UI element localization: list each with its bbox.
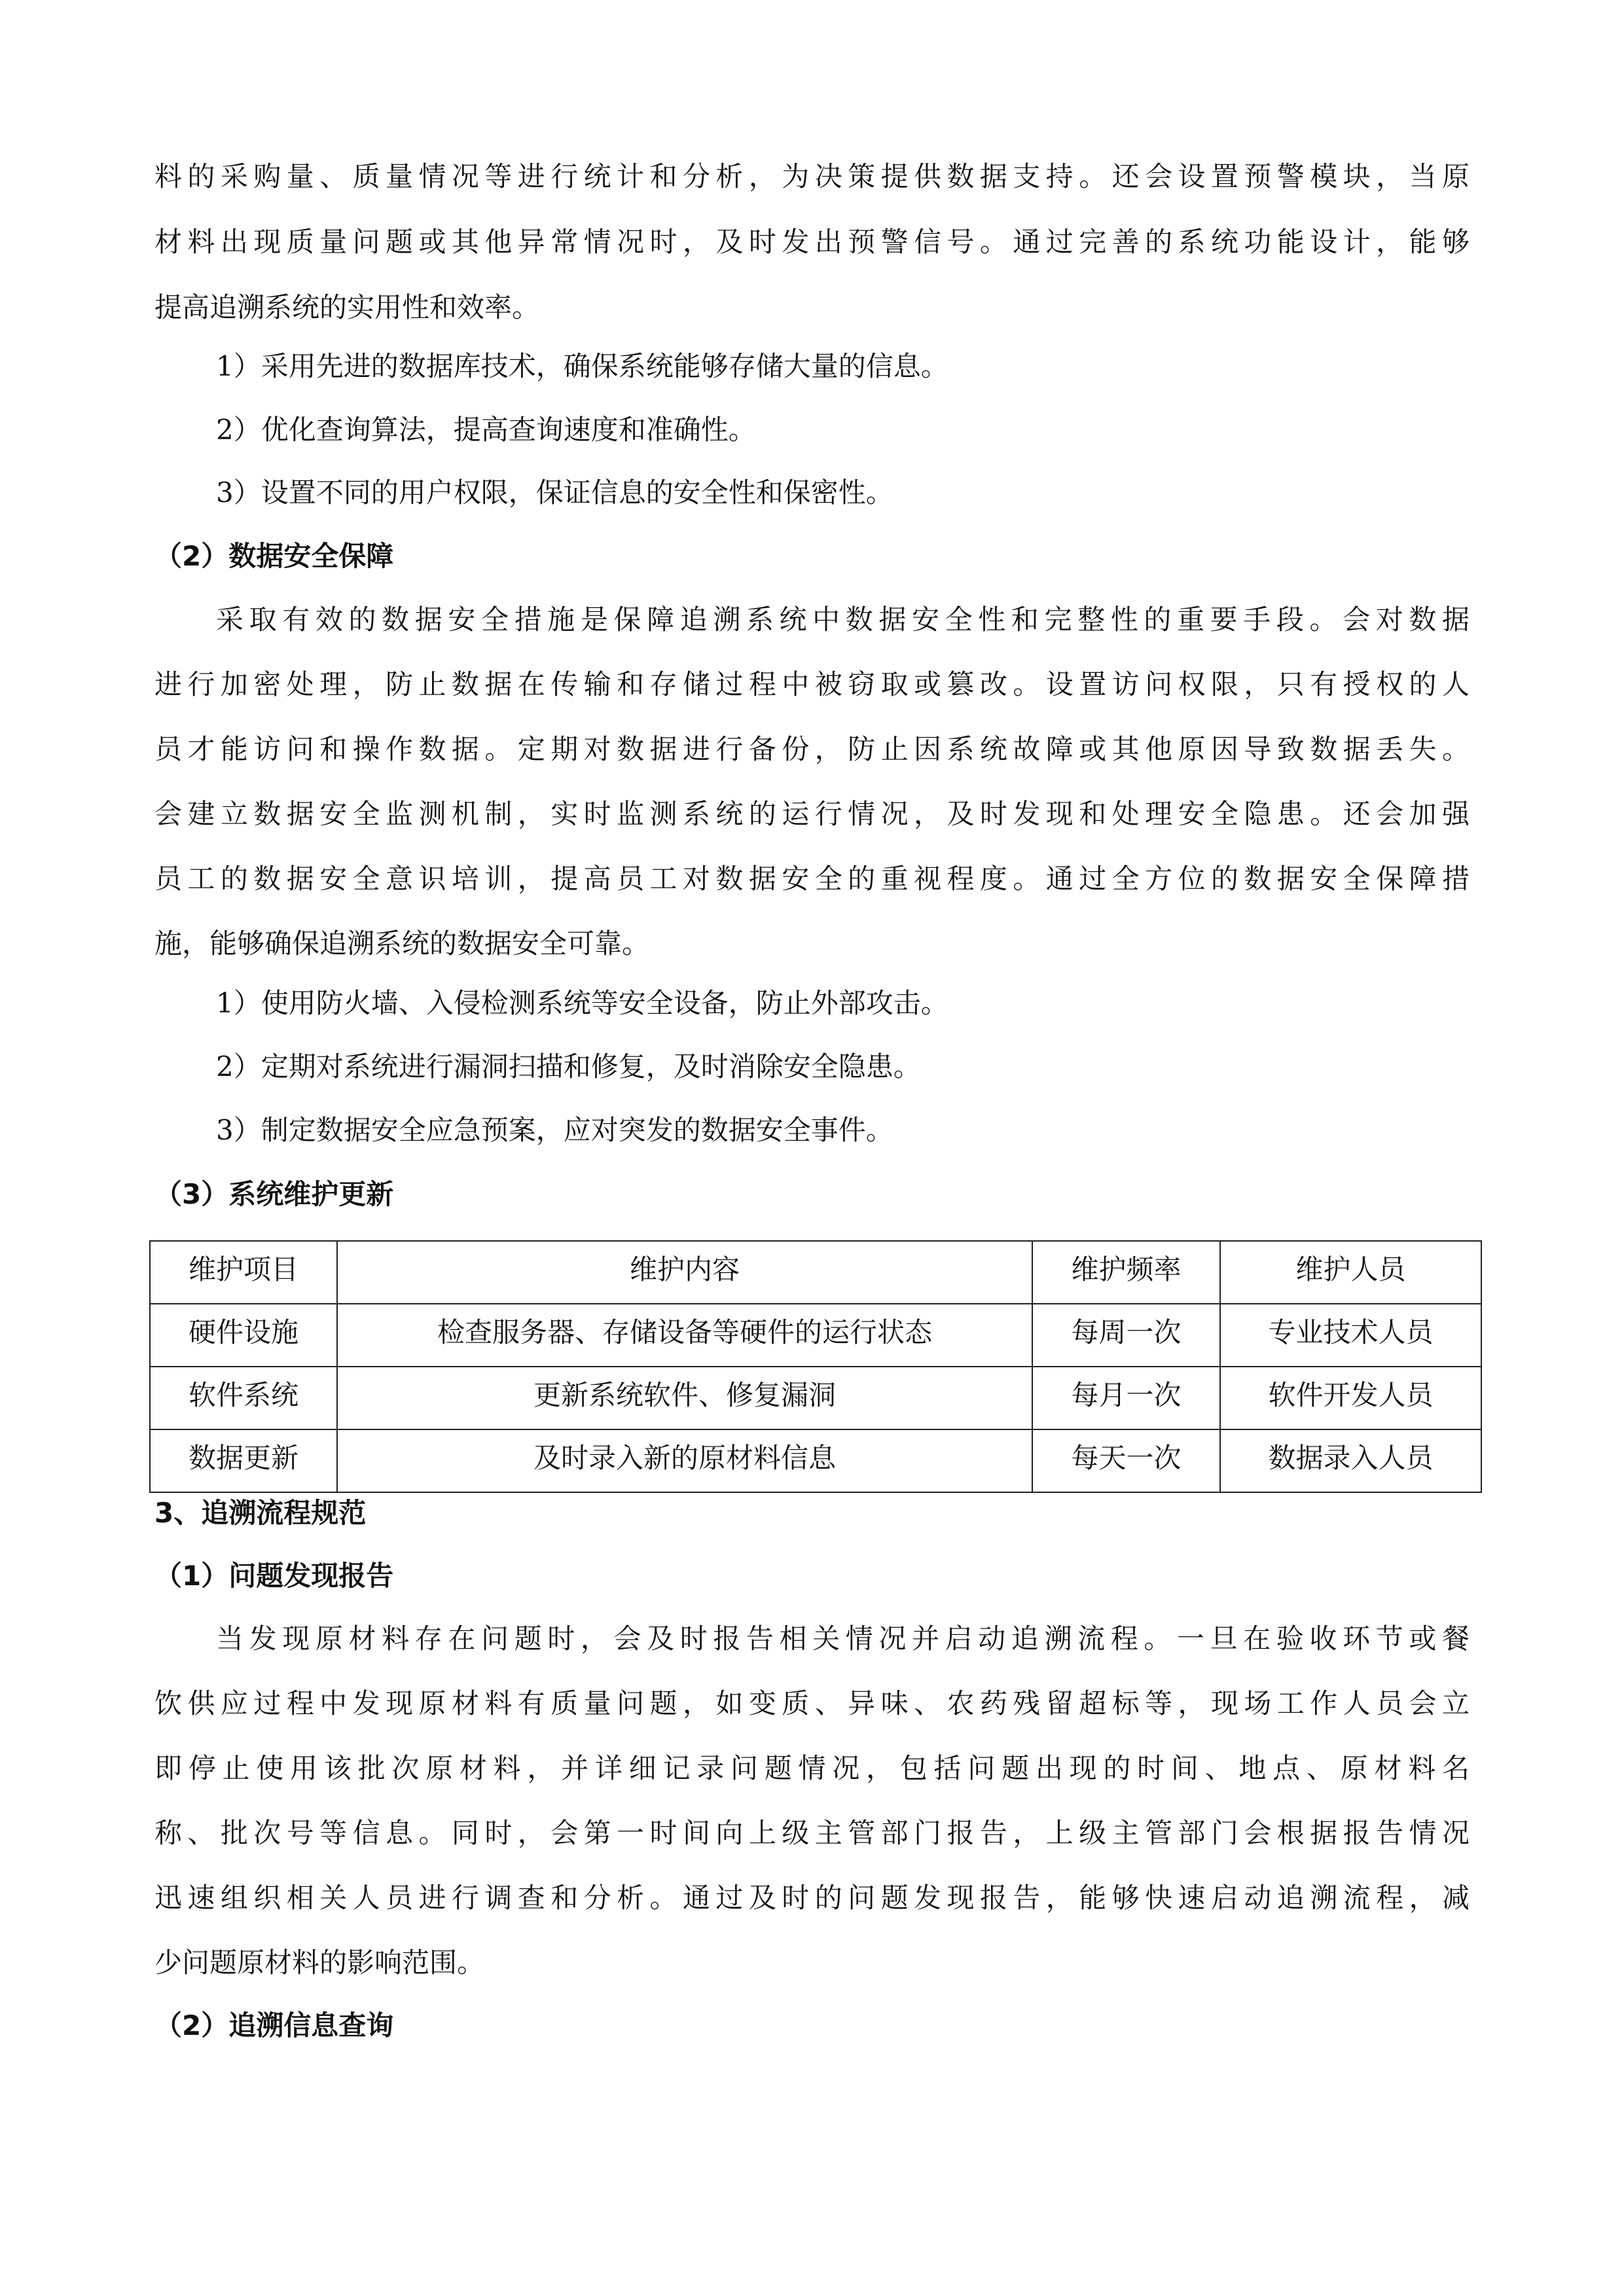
table-cell: 检查服务器、存储设备等硬件的运行状态 (337, 1304, 1032, 1367)
table-header-row (150, 1241, 1481, 1304)
table-row (150, 1429, 1481, 1492)
list-item: 2）优化查询算法，提高查询速度和准确性。 (216, 414, 756, 446)
paragraph-line: 当发现原材料存在问题时，会及时报告相关情况并启动追溯流程。一旦在验收环节或餐 (216, 1623, 1470, 1655)
section-heading: 3、追溯流程规范 (154, 1497, 367, 1529)
table-cell: 更新系统软件、修复漏洞 (337, 1367, 1032, 1429)
list-item: 2）定期对系统进行漏洞扫描和修复，及时消除安全隐患。 (216, 1050, 921, 1083)
paragraph-line: 迅速组织相关人员进行调查和分析。通过及时的问题发现报告，能够快速启动追溯流程，减 (154, 1882, 1470, 1914)
subsection-heading: （1）问题发现报告 (154, 1560, 394, 1592)
table-cell: 每天一次 (1032, 1429, 1220, 1492)
table-header-cell: 维护人员 (1220, 1241, 1481, 1304)
section-heading: （2）数据安全保障 (154, 540, 394, 572)
section-heading: （3）系统维护更新 (154, 1178, 394, 1210)
paragraph-line: 员工的数据安全意识培训，提高员工对数据安全的重视程度。通过全方位的数据安全保障措 (154, 863, 1470, 895)
table-header-cell: 维护频率 (1032, 1241, 1220, 1304)
table-cell: 数据更新 (150, 1429, 337, 1492)
paragraph-line: 员才能访问和操作数据。定期对数据进行备份，防止因系统故障或其他原因导致数据丢失。 (154, 733, 1470, 765)
paragraph-line: 饮供应过程中发现原材料有质量问题，如变质、异味、农药残留超标等，现场工作人员会立 (154, 1687, 1470, 1719)
table-cell: 及时录入新的原材料信息 (337, 1429, 1032, 1492)
table-cell: 软件开发人员 (1220, 1367, 1481, 1429)
paragraph-line: 材料出现质量问题或其他异常情况时，及时发出预警信号。通过完善的系统功能设计，能够 (154, 226, 1470, 258)
paragraph-line: 料的采购量、质量情况等进行统计和分析，为决策提供数据支持。还会设置预警模块，当原 (154, 160, 1470, 192)
list-item: 3）制定数据安全应急预案，应对突发的数据安全事件。 (216, 1114, 893, 1146)
table-cell: 数据录入人员 (1220, 1429, 1481, 1492)
table-cell: 每周一次 (1032, 1304, 1220, 1367)
subsection-heading: （2）追溯信息查询 (154, 2009, 394, 2041)
list-item: 1）使用防火墙、入侵检测系统等安全设备，防止外部攻击。 (216, 987, 948, 1019)
list-item: 1）采用先进的数据库技术，确保系统能够存储大量的信息。 (216, 350, 948, 382)
paragraph-line: 采取有效的数据安全措施是保障追溯系统中数据安全性和完整性的重要手段。会对数据 (216, 603, 1470, 636)
table-header-cell: 维护内容 (337, 1241, 1032, 1304)
table-cell: 软件系统 (150, 1367, 337, 1429)
table-row (150, 1367, 1481, 1429)
paragraph-line: 即停止使用该批次原材料，并详细记录问题情况，包括问题出现的时间、地点、原材料名 (154, 1752, 1470, 1784)
paragraph-line: 施，能够确保追溯系统的数据安全可靠。 (154, 927, 650, 960)
table-cell: 硬件设施 (150, 1304, 337, 1367)
paragraph-line: 少问题原材料的影响范围。 (154, 1946, 485, 1979)
table-header-cell: 维护项目 (150, 1241, 337, 1304)
table-cell: 专业技术人员 (1220, 1304, 1481, 1367)
maintenance-table (149, 1240, 1482, 1493)
table-row (150, 1304, 1481, 1367)
paragraph-line: 提高追溯系统的实用性和效率。 (154, 291, 540, 323)
table-cell: 每月一次 (1032, 1367, 1220, 1429)
paragraph-line: 称、批次号等信息。同时，会第一时间向上级主管部门报告，上级主管部门会根据报告情况 (154, 1817, 1470, 1849)
list-item: 3）设置不同的用户权限，保证信息的安全性和保密性。 (216, 476, 893, 509)
paragraph-line: 会建立数据安全监测机制，实时监测系统的运行情况，及时发现和处理安全隐患。还会加强 (154, 798, 1470, 830)
paragraph-line: 进行加密处理，防止数据在传输和存储过程中被窃取或篡改。设置访问权限，只有授权的人 (154, 668, 1470, 700)
